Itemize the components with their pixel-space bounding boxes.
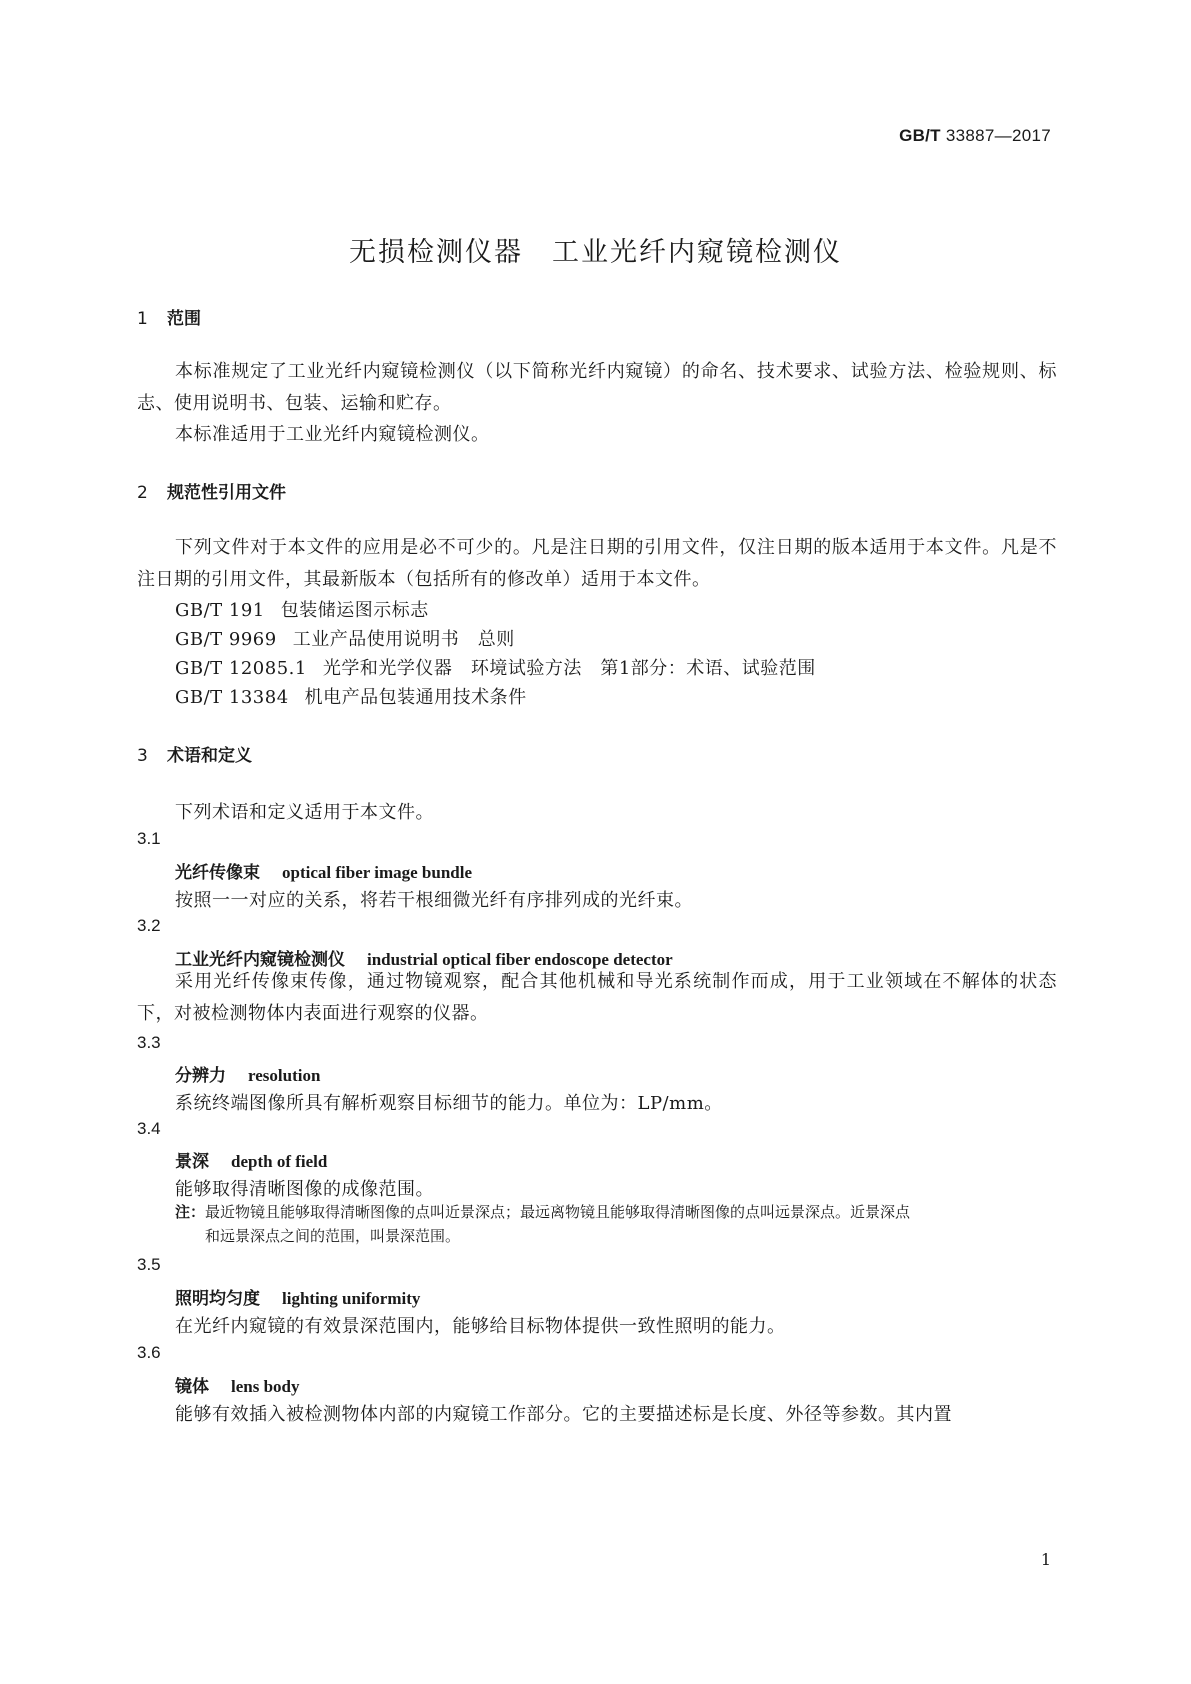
term-english: depth of field — [231, 1152, 328, 1171]
term-chinese: 工业光纤内窥镜检测仪 — [175, 950, 345, 970]
standard-code — [899, 126, 1051, 146]
page-number: 1 — [1040, 1550, 1051, 1569]
term-heading — [175, 1061, 320, 1086]
term-heading — [175, 1372, 300, 1397]
standard-code-prefix: GB/T — [899, 126, 941, 145]
reference-name: 工业产品使用说明书 总则 — [292, 629, 515, 650]
note-text: 最近物镜且能够取得清晰图像的点叫近景深点；最远离物镜且能够取得清晰图像的点叫远景深点。近景深点 — [205, 1203, 911, 1221]
reference-item — [175, 625, 515, 651]
term-english: lens body — [231, 1377, 300, 1396]
term-chinese: 分辨力 — [175, 1066, 226, 1086]
term-number: 3.3 — [137, 1033, 161, 1052]
term-definition: 按照一一对应的关系，将若干根细微光纤有序排列成的光纤束。 — [175, 890, 693, 911]
term-heading — [175, 1284, 420, 1309]
section-title: 范围 — [167, 309, 201, 329]
term-note — [175, 1200, 1060, 1248]
term-number: 3.1 — [137, 829, 161, 848]
term-heading — [175, 858, 472, 883]
term-chinese: 景深 — [175, 1152, 209, 1172]
term-chinese: 镜体 — [175, 1377, 209, 1397]
term-chinese: 照明均匀度 — [175, 1289, 260, 1309]
section-number: 1 — [137, 309, 148, 329]
reference-name: 包装储运图示标志 — [280, 600, 429, 621]
term-definition: 能够有效插入被检测物体内部的内窥镜工作部分。它的主要描述标是长度、外径等参数。其内置 — [175, 1404, 952, 1425]
reference-name: 光学和光学仪器 环境试验方法 第1部分：术语、试验范围 — [322, 658, 816, 679]
document-title: 无损检测仪器 工业光纤内窥镜检测仪 — [349, 237, 842, 268]
section-2-heading — [137, 478, 286, 503]
note-text: 和远景深点之间的范围，叫景深范围。 — [205, 1227, 461, 1245]
term-definition: 在光纤内窥镜的有效景深范围内，能够给目标物体提供一致性照明的能力。 — [175, 1316, 786, 1337]
section-3-heading — [137, 741, 252, 766]
term-number: 3.2 — [137, 916, 161, 935]
term-english: optical fiber image bundle — [282, 863, 472, 882]
term-definition: 能够取得清晰图像的成像范围。 — [175, 1179, 434, 1200]
reference-item — [175, 596, 429, 622]
term-number: 3.6 — [137, 1343, 161, 1362]
paragraph: 本标准适用于工业光纤内窥镜检测仪。 — [175, 424, 490, 445]
paragraph: 本标准规定了工业光纤内窥镜检测仪（以下简称光纤内窥镜）的命名、技术要求、试验方法、检验规则、标志、使用说明书、包装、运输和贮存。 — [137, 361, 1057, 414]
section-title: 规范性引用文件 — [167, 483, 286, 503]
reference-item — [175, 683, 527, 709]
term-english: industrial optical fiber endoscope detector — [367, 950, 673, 969]
section-1-heading — [137, 304, 201, 329]
term-number: 3.5 — [137, 1255, 161, 1274]
paragraph: 下列文件对于本文件的应用是必不可少的。凡是注日期的引用文件，仅注日期的版本适用于本文件。凡是不注日期的引用文件，其最新版本（包括所有的修改单）适用于本文件。 — [137, 537, 1057, 590]
paragraph: 下列术语和定义适用于本文件。 — [175, 802, 434, 823]
note-label: 注： — [175, 1203, 206, 1221]
reference-code: GB/T 13384 — [175, 687, 289, 708]
term-heading — [175, 1147, 327, 1172]
reference-code: GB/T 12085.1 — [175, 658, 307, 679]
term-chinese: 光纤传像束 — [175, 863, 260, 883]
reference-code: GB/T 9969 — [175, 629, 277, 650]
standard-code-number: 33887—2017 — [940, 126, 1051, 145]
term-definition: 采用光纤传像束传像，通过物镜观察，配合其他机械和导光系统制作而成，用于工业领域在不解体的状态下，对被检测物体内表面进行观察的仪器。 — [137, 971, 1057, 1024]
term-english: lighting uniformity — [282, 1289, 421, 1308]
reference-item — [175, 654, 816, 680]
term-number: 3.4 — [137, 1119, 161, 1138]
section-title: 术语和定义 — [167, 746, 252, 766]
section-number: 2 — [137, 483, 148, 503]
term-definition: 系统终端图像所具有解析观察目标细节的能力。单位为：LP/mm。 — [175, 1093, 723, 1114]
reference-name: 机电产品包装通用技术条件 — [304, 687, 527, 708]
section-number: 3 — [137, 746, 148, 766]
reference-code: GB/T 191 — [175, 600, 265, 621]
term-english: resolution — [248, 1066, 321, 1085]
